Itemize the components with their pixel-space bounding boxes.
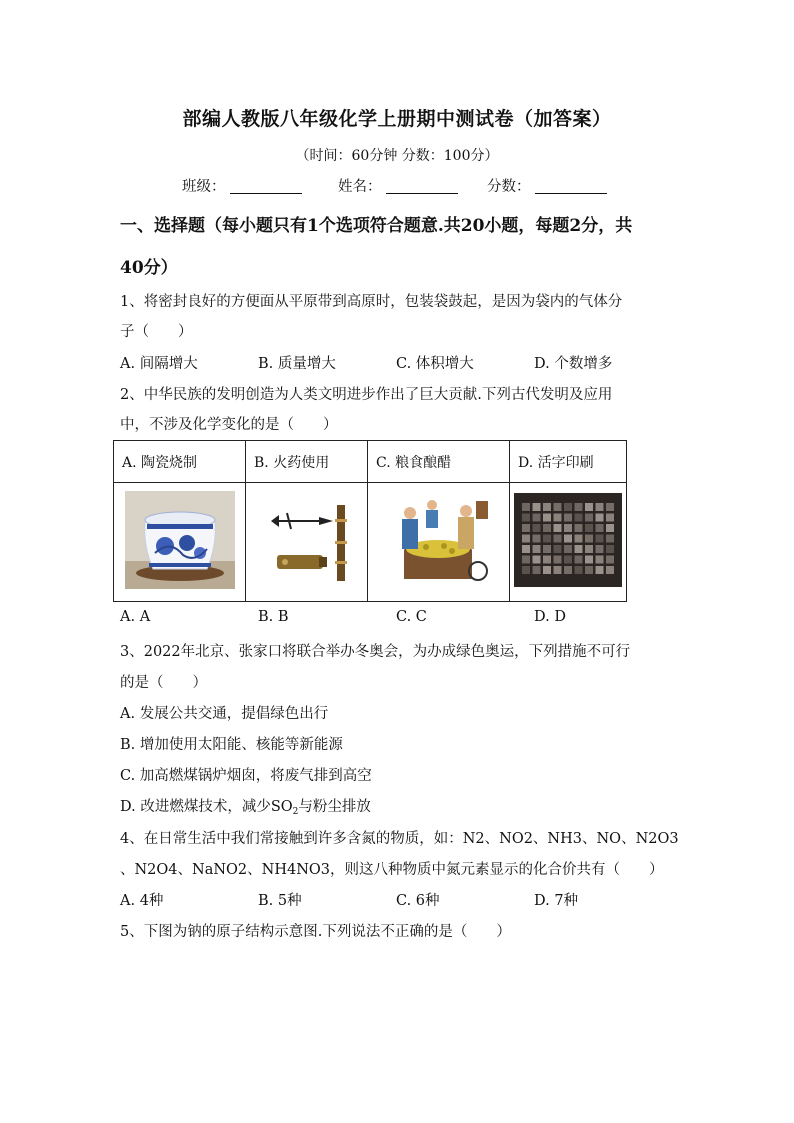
type-block [564,524,572,532]
name-field [338,175,458,196]
q3-option-d-text: D. 改进燃煤技术，减少SO [120,799,293,815]
q2-header-b: B. 火药使用 [246,441,368,483]
q3-option-d [120,795,371,817]
type-block [596,524,604,532]
type-block [564,545,572,553]
q2-image-b [246,483,368,602]
type-block [585,545,593,553]
name-label: 姓名： [338,179,382,195]
exam-subtitle: （时间：60分钟 分数：100分） [295,148,499,164]
q1-stem-cont: 子（ ） [120,324,193,340]
q2-stem-cont: 中，不涉及化学变化的是（ ） [120,417,338,433]
type-block [575,503,583,511]
q1-stem: 1、将密封良好的方便面从平原带到高原时，包装袋鼓起，是因为袋内的气体分 [120,294,623,310]
q2-header-c: C. 粮食酿醋 [368,441,510,483]
type-block [564,514,572,522]
name-blank [386,179,458,194]
type-block [575,545,583,553]
type-block [554,524,562,532]
type-block [554,503,562,511]
type-block [543,524,551,532]
type-block [596,514,604,522]
q2-image-d [510,483,627,602]
score-label: 分数： [487,179,531,195]
q4-stem-cont: 、N2O4、NaNO2、NH4NO3，则这八种物质中氮元素显示的化合价共有（ ） [120,862,664,878]
type-block [533,524,541,532]
type-block [606,503,614,511]
q4-stem: 4、在日常生活中我们常接触到许多含氮的物质，如：N2、NO2、NH3、NO、N2O3 [120,831,679,847]
q4-option-d: D. 7种 [534,893,579,909]
class-field [182,175,302,196]
q4-option-c: C. 6种 [396,893,440,909]
type-block [575,514,583,522]
type-block [554,545,562,553]
type-block [533,566,541,574]
type-block [585,566,593,574]
q1-option-a: A. 间隔增大 [120,356,198,372]
q2-header-a: A. 陶瓷烧制 [114,441,246,483]
score-field [487,175,607,196]
type-block [585,514,593,522]
type-block [575,566,583,574]
type-block [564,535,572,543]
class-blank [230,179,302,194]
q2-option-a: A. A [120,609,151,625]
porcelain-jar-image [125,491,235,589]
q2-stem: 2、中华民族的发明创造为人类文明进步作出了巨大贡献.下列古代发明及应用 [120,387,613,403]
q2-image-a [114,483,246,602]
type-block [585,535,593,543]
type-block [533,545,541,553]
q1-option-c: C. 体积增大 [396,356,474,372]
score-blank [535,179,607,194]
type-block [596,503,604,511]
vinegar-brewing-image [386,491,492,589]
section-heading-cont: 40分） [120,258,178,278]
q2-table [113,440,627,602]
q5-stem: 5、下图为钠的原子结构示意图.下列说法不正确的是（ ） [120,924,511,940]
gunpowder-weapons-image [257,491,357,589]
type-block [543,503,551,511]
q1-option-d: D. 个数增多 [534,356,613,372]
type-block [522,566,530,574]
q3-option-c: C. 加高燃煤锅炉烟囱，将废气排到高空 [120,768,372,784]
type-block [554,514,562,522]
q3-stem-cont: 的是（ ） [120,675,207,691]
type-block [543,514,551,522]
type-block [543,535,551,543]
type-block [522,535,530,543]
q4-option-b: B. 5种 [258,893,302,909]
q2-option-d: D. D [534,609,566,625]
q3-option-d-subscript: 2 [292,807,299,817]
type-block [606,524,614,532]
type-block [575,556,583,564]
section-heading: 一、选择题（每小题只有1个选项符合题意.共20小题，每题2分，共 [120,216,633,236]
type-block [585,503,593,511]
type-block [522,514,530,522]
type-block [564,556,572,564]
type-block [533,556,541,564]
type-block [596,566,604,574]
type-block [606,556,614,564]
q3-option-b: B. 增加使用太阳能、核能等新能源 [120,737,343,753]
type-block [596,556,604,564]
q3-option-a: A. 发展公共交通，提倡绿色出行 [120,706,329,722]
type-block [522,503,530,511]
q2-option-c: C. C [396,609,427,625]
q1-option-b: B. 质量增大 [258,356,336,372]
type-block [575,535,583,543]
type-block [533,514,541,522]
q2-image-c [368,483,510,602]
type-block [606,566,614,574]
type-block [543,566,551,574]
movable-type-image [514,493,622,587]
type-block [554,535,562,543]
type-block [543,556,551,564]
q4-option-a: A. 4种 [120,893,164,909]
type-block [533,535,541,543]
type-block [585,556,593,564]
type-block [596,545,604,553]
type-block [543,545,551,553]
type-block [606,535,614,543]
type-block [564,566,572,574]
type-block [554,566,562,574]
type-block [554,556,562,564]
type-block [596,535,604,543]
q3-option-d-tail: 与粉尘排放 [298,799,371,815]
q2-option-b: B. B [258,609,289,625]
type-block [564,503,572,511]
type-block-grid [522,503,614,574]
exam-title: 部编人教版八年级化学上册期中测试卷（加答案） [182,108,612,130]
q2-header-d: D. 活字印刷 [510,441,627,483]
type-block [585,524,593,532]
q3-stem: 3、2022年北京、张家口将联合举办冬奥会，为办成绿色奥运，下列措施不可行 [120,644,631,660]
type-block [533,503,541,511]
type-block [606,545,614,553]
type-block [575,524,583,532]
type-block [606,514,614,522]
type-block [522,556,530,564]
type-block [522,545,530,553]
type-block [522,524,530,532]
class-label: 班级： [182,179,226,195]
